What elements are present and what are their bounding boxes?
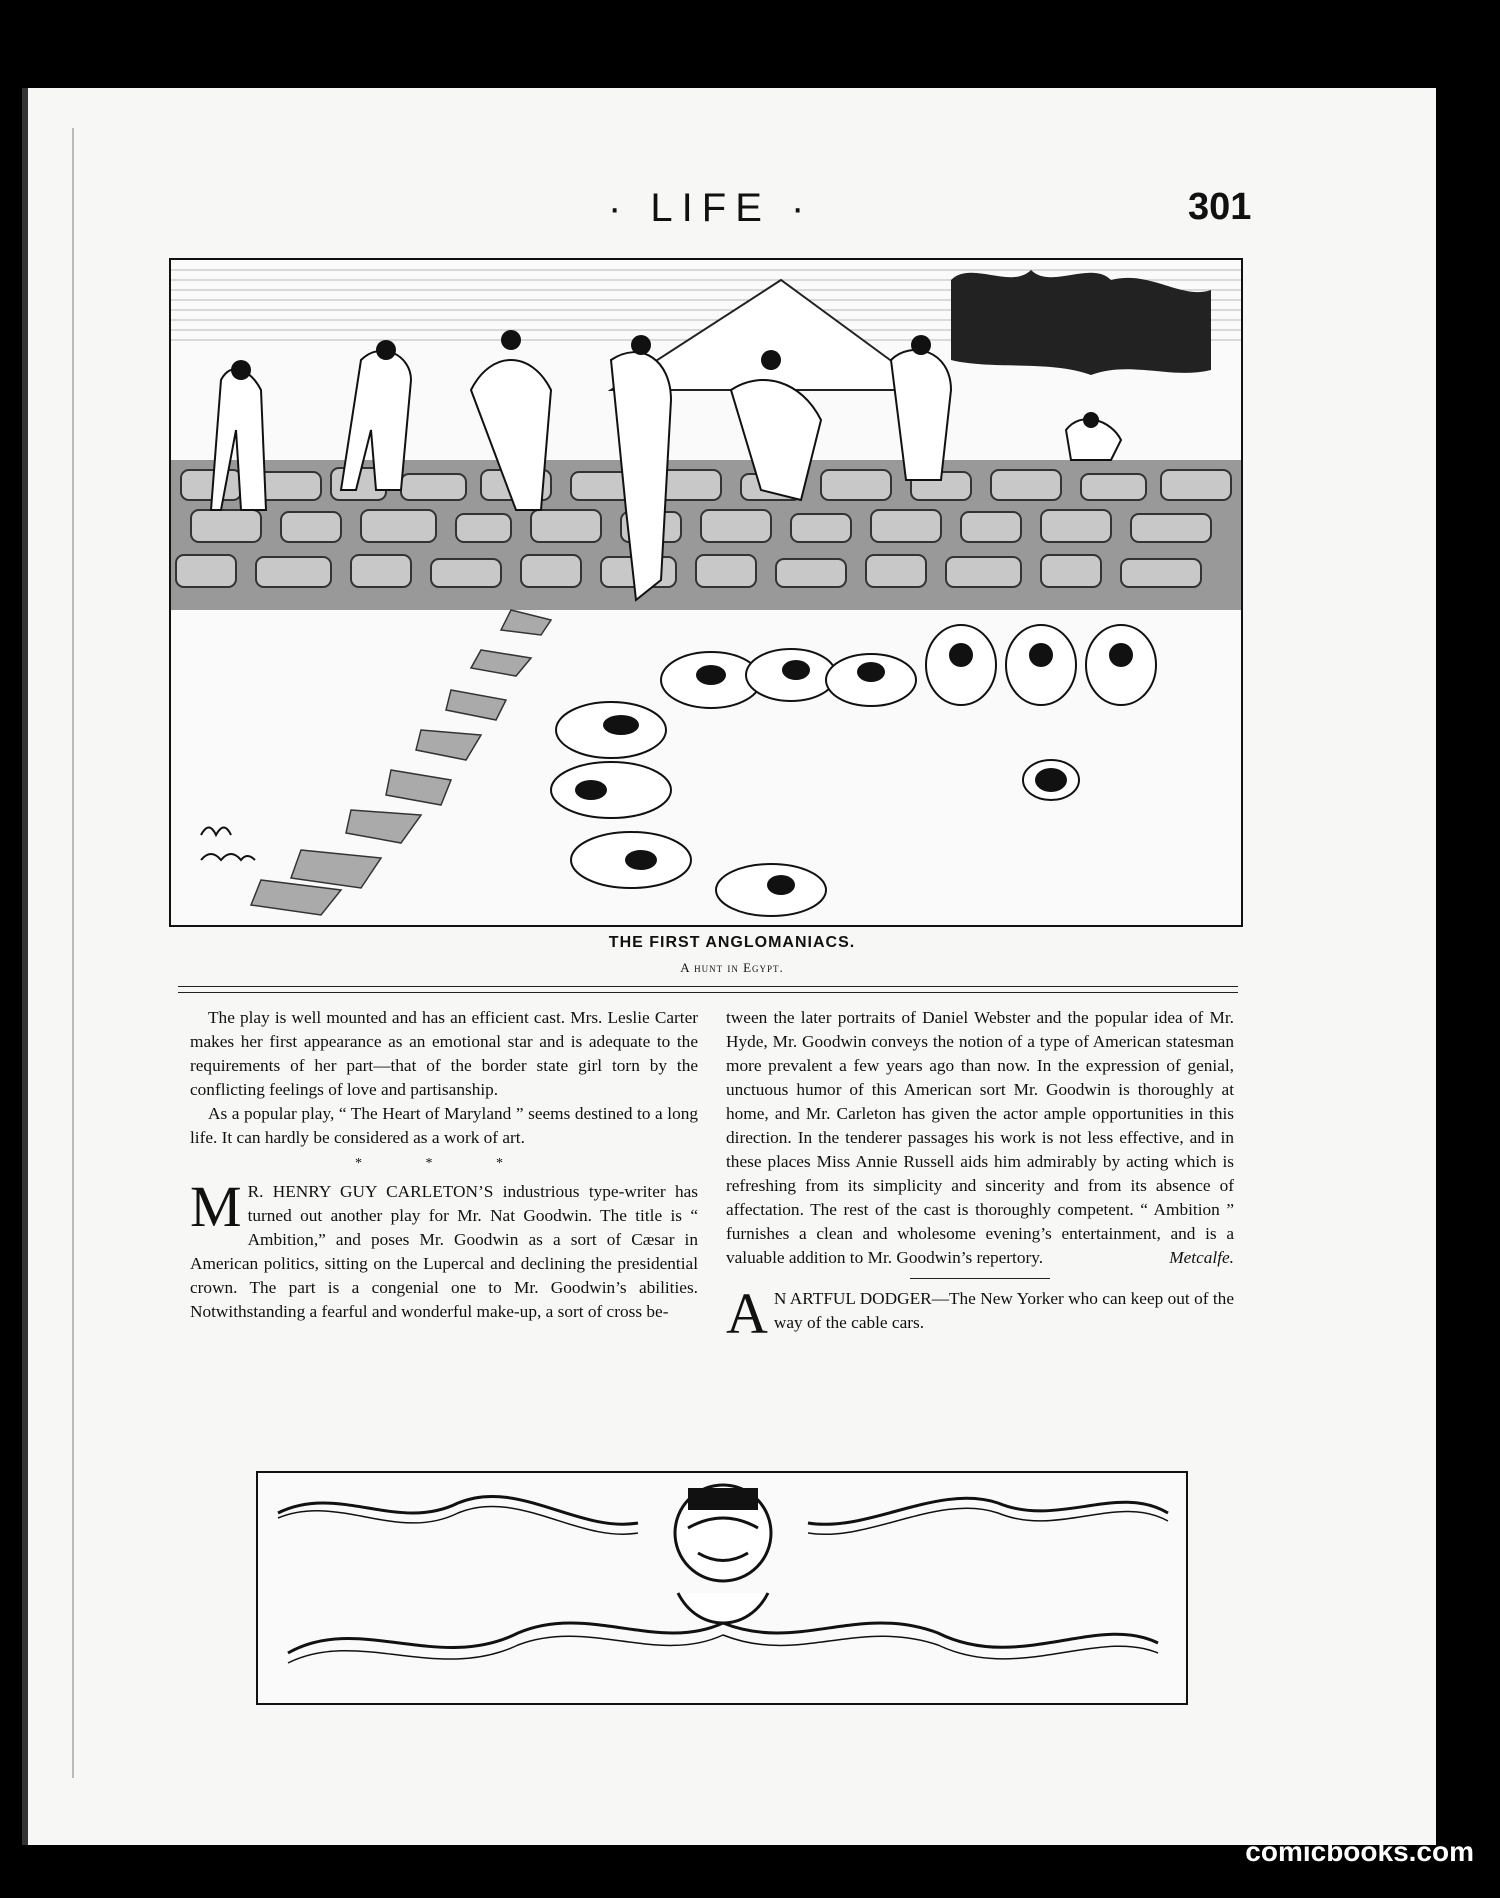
illustration-subcaption: A hunt in Egypt. [680,960,784,975]
magazine-page [22,88,1436,1845]
watermark: comicbooks.com [1245,1836,1474,1867]
joke-body: —The New Yorker who can keep out of the way of the cable cars. [773,1289,1234,1332]
joke-artful-dodger [726,1281,1234,1346]
section-separator: * * * [355,1156,533,1171]
drop-cap: M [190,1174,242,1239]
article-carleton [190,1174,698,1324]
article-lead: R. HENRY GUY CARLETON’S [247,1182,494,1201]
paragraph: As a popular play, “ The Heart of Maryland ” seems destined to a long life. It can hardly be considered as a work of art. [190,1104,698,1147]
drop-cap: A [726,1281,768,1346]
magazine-title: · LIFE · [608,186,814,230]
double-rule [178,986,1238,993]
paragraph-text: tween the later portraits of Daniel Webster and the popular idea of Mr. Hyde, Mr. Goodwin conveys the notion of a type of American statesman more prevalent a few years ago than now. In the expression of genial, unctuous humor of this American sort Mr. Goodwin is thoroughly at home, and Mr. Carleton has given the actor ample opportunities in this direction. In the tenderer passages his work is not less effective, and in these places Miss Annie Russell aids him admirably by acting which is refreshing from its simplicity and sincerity and from its absence of affectation. The rest of the cast is thoroughly competent. “ Ambition ” furnishes a clean and wholesome evening’s entertainment, and is a valuable addition to Mr. Goodwin’s repertory. [726,1008,1234,1267]
gutter-line [72,128,74,1778]
joke-lead: N ARTFUL DODGER [773,1289,932,1308]
page-number: 301 [1188,186,1252,228]
article-body: industrious type-writer has turned out another play for Mr. Nat Goodwin. The title is “ Ambition,” and poses Mr. Goodwin as a sort of Cæsar in American politics, sitting on the Lupercal and declining the presidential crown. The part is a congenial one to Mr. Goodwin’s abilities. Notwithstanding a fearful and wonderful make-up, a sort of cross be- [190,1182,698,1321]
right-column [726,1006,1234,1346]
paragraph: The play is well mounted and has an efficient cast. Mrs. Leslie Carter makes her first appearance as an emotional star and is adequate to the requirements of her part—that of the border state girl torn by the conflicting feelings of love and partisanship. [190,1008,698,1099]
ornament-drawing [258,1473,1186,1703]
paragraph [726,1006,1234,1270]
left-column [190,1006,698,1324]
hunt-illustration [169,258,1243,927]
hunt-drawing [171,260,1241,925]
author-signoff: Metcalfe. [1169,1248,1234,1267]
decorative-banner [256,1471,1188,1705]
illustration-caption: THE FIRST ANGLOMANIACS. [608,934,856,951]
short-rule [910,1278,1050,1279]
